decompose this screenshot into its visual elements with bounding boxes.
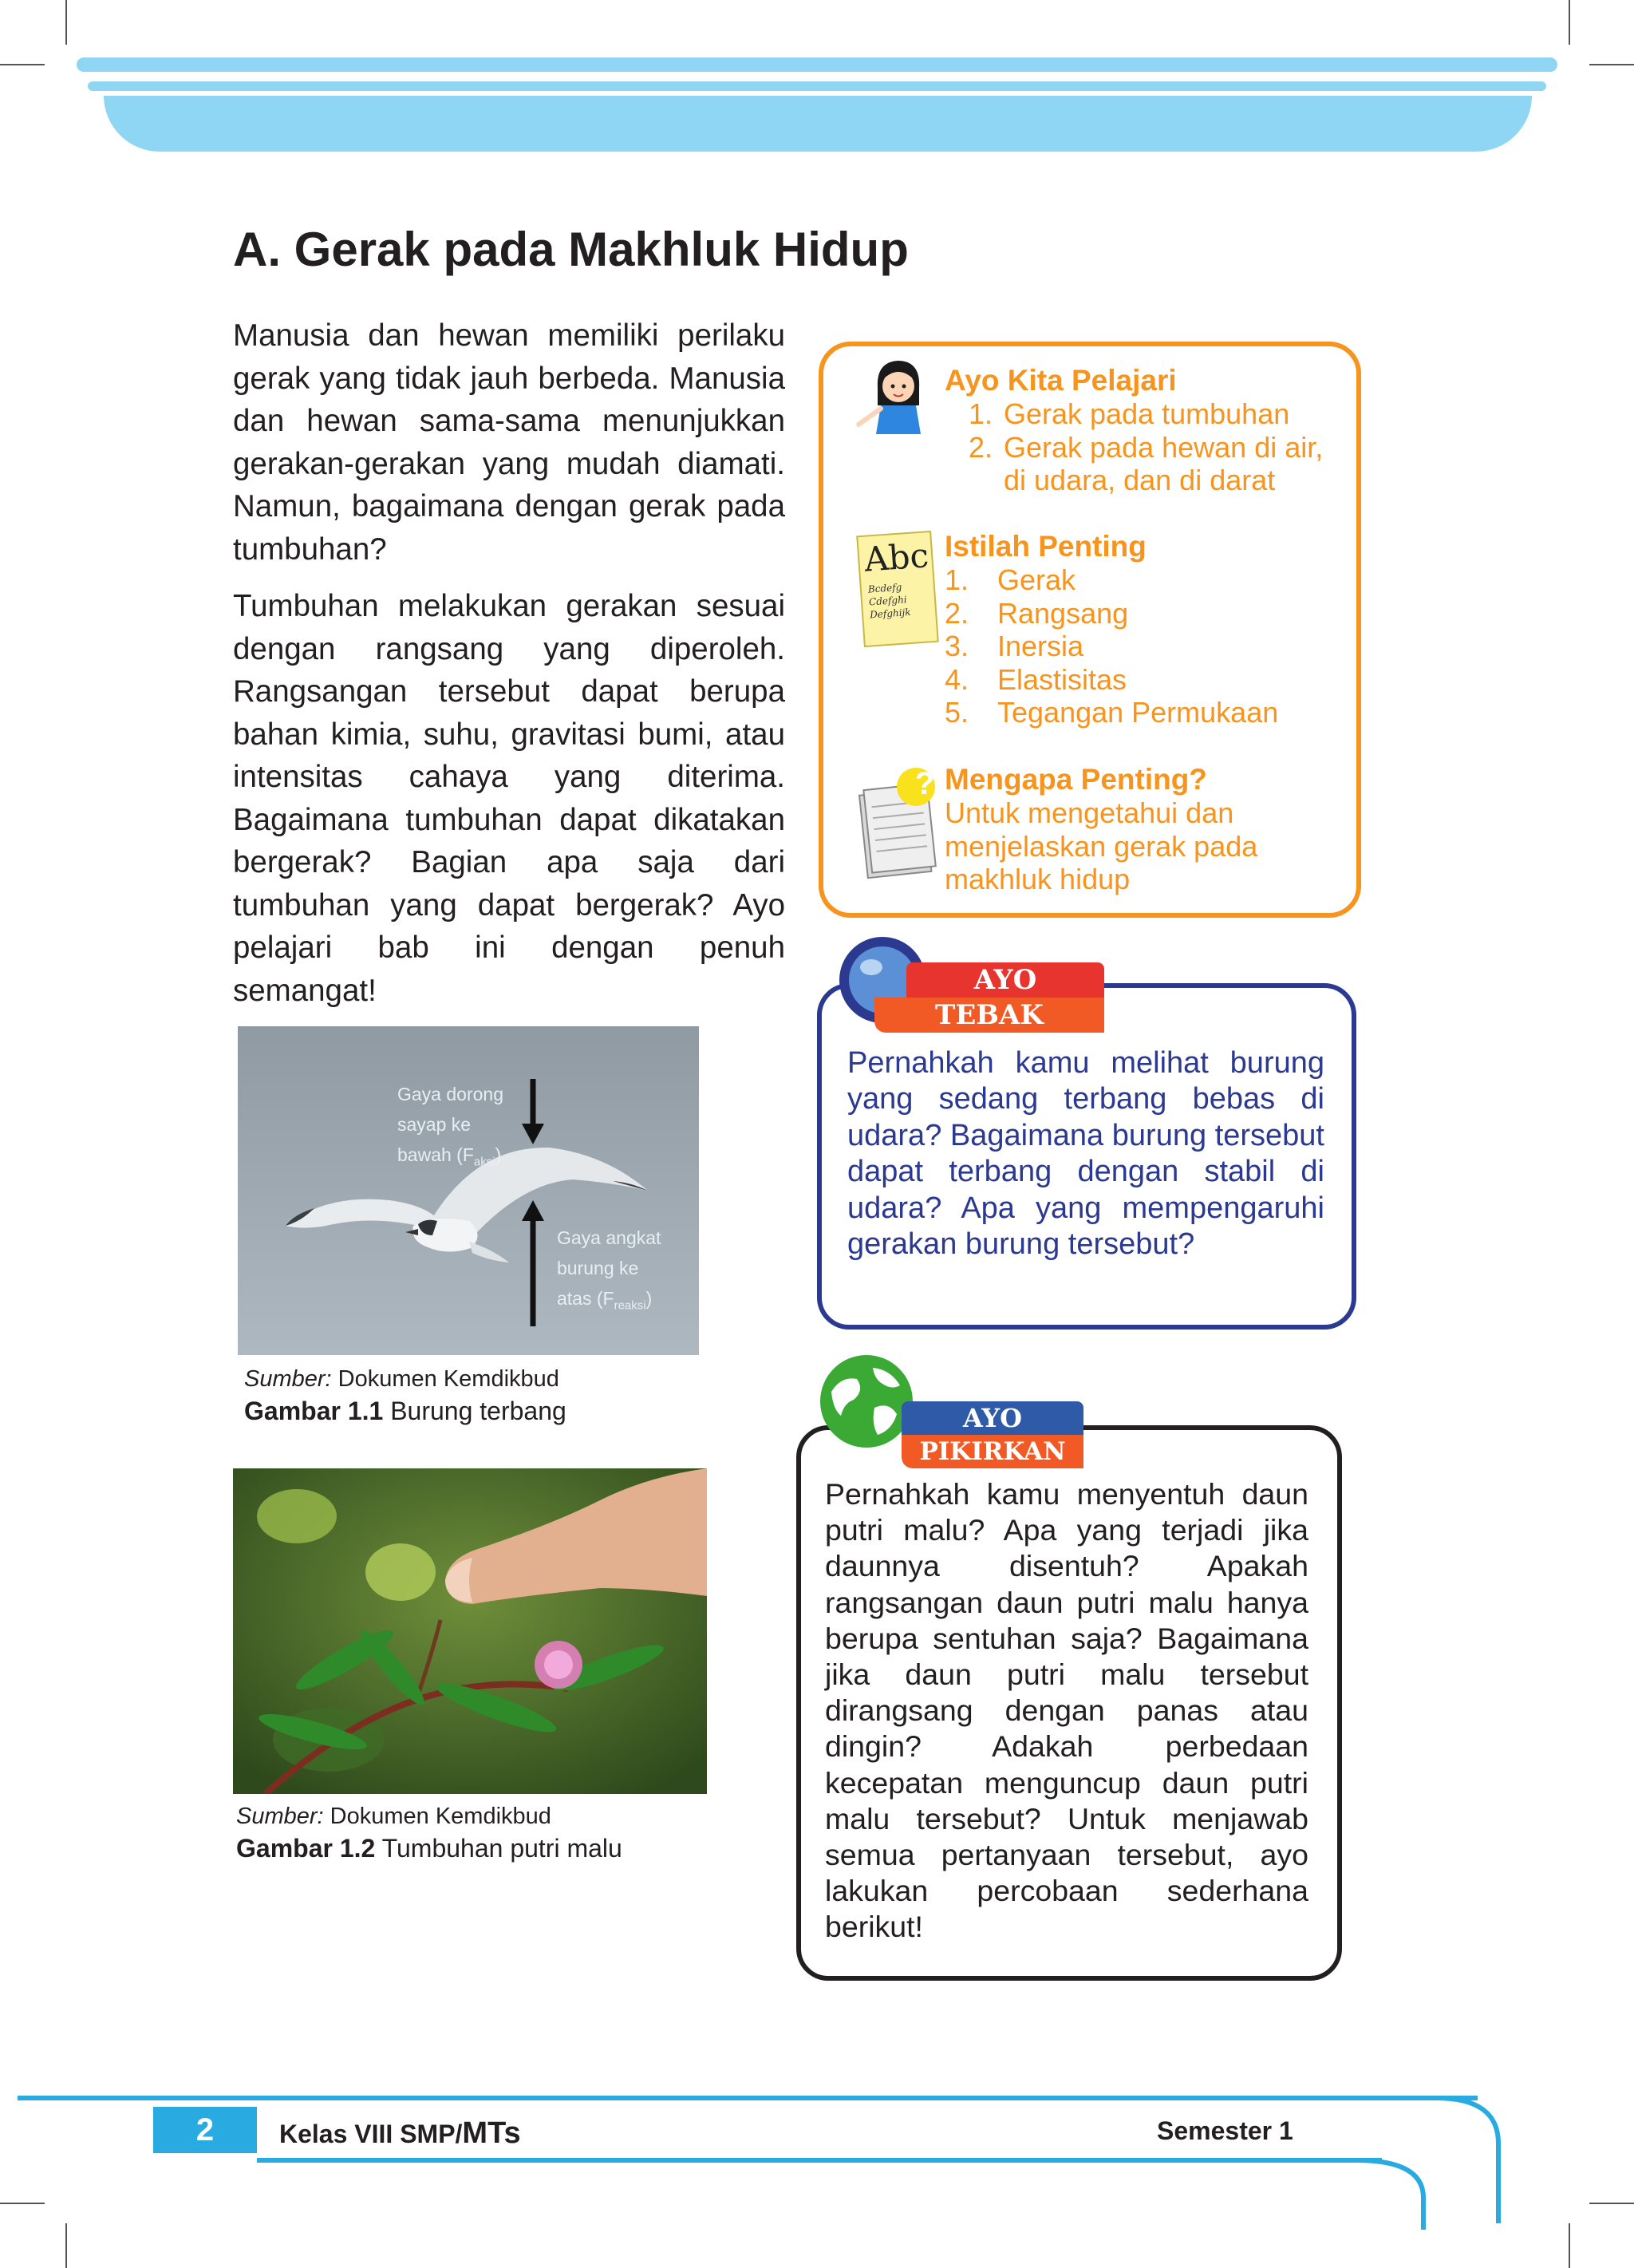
list-item bbox=[945, 696, 1344, 729]
list-number: 2. bbox=[945, 596, 969, 630]
figure-caption-text: Tumbuhan putri malu bbox=[375, 1834, 622, 1863]
crop-mark bbox=[1569, 0, 1570, 45]
figure-source bbox=[244, 1363, 566, 1395]
crop-mark bbox=[1589, 2203, 1634, 2204]
list-text: Gerak bbox=[997, 563, 1076, 596]
section-title: A. Gerak pada Makhluk Hidup bbox=[233, 223, 909, 276]
force-label-down bbox=[397, 1079, 503, 1178]
list-text: Gerak pada hewan di air, di udara, dan di darat bbox=[1004, 430, 1324, 496]
figure-source bbox=[236, 1800, 622, 1832]
list-text: Gerak pada tumbuhan bbox=[1004, 397, 1290, 430]
header-stripe bbox=[77, 57, 1557, 72]
header-band bbox=[104, 96, 1532, 152]
ayo-tebak-badge-top: AYO bbox=[906, 962, 1104, 998]
putri-malu-photo bbox=[233, 1468, 707, 1794]
label-subscript: reaksi bbox=[614, 1298, 646, 1313]
label-text: ) bbox=[645, 1288, 653, 1309]
crop-mark bbox=[65, 0, 67, 45]
label-text: atas (F bbox=[557, 1288, 614, 1309]
label-text: bawah (F bbox=[397, 1144, 474, 1165]
ayo-tebak-text: Pernahkah kamu melihat burung yang sedang terbang bebas di udara? Bagaimana burung tersebut dapat terbang dengan stabil di udara? Apa yang mempengaruhi gerakan burung tersebut? bbox=[847, 1046, 1324, 1262]
abc-line: Cdefghi bbox=[868, 594, 908, 608]
header-stripe bbox=[88, 81, 1546, 91]
figure-number: Gambar 1.1 bbox=[244, 1397, 384, 1425]
class-suffix: MTs bbox=[462, 2116, 521, 2150]
label-line bbox=[557, 1283, 661, 1322]
question-mark: ? bbox=[914, 766, 935, 801]
crop-mark bbox=[0, 2203, 45, 2204]
source-text: Dokumen Kemdikbud bbox=[323, 1804, 551, 1829]
label-line bbox=[397, 1140, 503, 1178]
intro-paragraph: Manusia dan hewan memiliki perilaku gerak yang tidak jauh berbeda. Manusia dan hewan sama-sama menunjukkan gerakan-gerakan yang mudah diamati. Namun, bagaimana dengan gerak pada tumbuhan? bbox=[233, 318, 785, 567]
figure-1-caption bbox=[244, 1363, 566, 1427]
ayo-pikirkan-text: Pernahkah kamu menyentuh daun putri malu? Apa yang terjadi jika daunnya disentuh? Apakah rangsangan daun putri malu hanya berupa sentuhan saja? Bagaimana jika daun putri malu tersebut dirangsang dengan panas atau dingin? Adakah perbedaan kecepatan menguncup daun putri malu tersebut? Untuk menjawab semua pertanyaan tersebut, ayo lakukan percobaan sederhana berikut! bbox=[825, 1477, 1308, 1944]
list-number: 2. bbox=[969, 430, 993, 464]
list-text: Inersia bbox=[997, 630, 1084, 662]
list-number: 5. bbox=[945, 696, 969, 729]
mengapa-penting-text: Untuk mengetahui dan menjelaskan gerak pada makhluk hidup bbox=[945, 796, 1258, 895]
abc-line: Defghijk bbox=[869, 606, 911, 621]
list-item bbox=[945, 663, 1344, 697]
figure-2-caption bbox=[236, 1800, 622, 1864]
list-item bbox=[945, 630, 1344, 663]
label-line: Gaya dorong bbox=[397, 1084, 503, 1104]
source-label: Sumber: bbox=[236, 1804, 324, 1829]
ayo-pikirkan-badge-top: AYO bbox=[902, 1401, 1083, 1435]
ayo-pikirkan-badge-bottom: PIKIRKAN bbox=[902, 1435, 1083, 1468]
abc-big-text: Abc bbox=[862, 535, 930, 579]
footer-line bbox=[257, 2158, 1382, 2163]
figure-number: Gambar 1.2 bbox=[236, 1834, 376, 1863]
footer-semester: Semester 1 bbox=[1157, 2116, 1293, 2145]
abc-line: Bcdefg bbox=[867, 581, 902, 595]
list-item bbox=[945, 563, 1344, 597]
label-text: ) bbox=[495, 1144, 502, 1165]
crop-mark bbox=[1589, 64, 1634, 65]
list-number: 4. bbox=[945, 662, 969, 696]
list-item bbox=[945, 597, 1344, 630]
ayo-tebak-badge-bottom: TEBAK bbox=[874, 998, 1104, 1033]
footer-class-label bbox=[279, 2116, 521, 2151]
abc-notebook-icon bbox=[856, 531, 939, 647]
istilah-penting-heading: Istilah Penting bbox=[945, 530, 1147, 563]
label-subscript: aksi bbox=[473, 1155, 495, 1169]
figure-title bbox=[244, 1395, 566, 1427]
label-line: sayap ke bbox=[397, 1114, 472, 1135]
list-number: 3. bbox=[945, 630, 969, 662]
footer-line bbox=[18, 2096, 1478, 2100]
class-prefix: Kelas VIII SMP/ bbox=[279, 2120, 463, 2148]
figure-title bbox=[236, 1832, 622, 1864]
ayo-kita-pelajari-heading: Ayo Kita Pelajari bbox=[945, 364, 1177, 397]
label-line: Gaya angkat bbox=[557, 1227, 661, 1248]
force-label-up bbox=[557, 1223, 661, 1322]
intro-paragraph: Tumbuhan melakukan gerakan sesuai dengan rangsang yang diperoleh. Rangsangan tersebut dapat berupa bahan kimia, suhu, gravitasi bumi, atau intensitas cahaya yang diterima. Bagaimana tumbuhan dapat dikatakan bergerak? Bagian apa saja dari tumbuhan yang dapat bergerak? Ayo pelajari bab ini dengan penuh semangat! bbox=[233, 589, 785, 1008]
list-item bbox=[969, 397, 1352, 431]
list-item bbox=[969, 431, 1352, 497]
crop-mark bbox=[0, 64, 45, 65]
list-text: Rangsang bbox=[997, 596, 1129, 630]
crop-mark bbox=[65, 2223, 67, 2268]
footer-curve bbox=[1356, 2158, 1436, 2230]
student-girl-icon bbox=[854, 356, 941, 436]
list-text: Elastisitas bbox=[997, 662, 1127, 696]
list-text: Tegangan Permukaan bbox=[997, 696, 1279, 729]
mengapa-penting-heading: Mengapa Penting? bbox=[945, 763, 1207, 796]
page-number: 2 bbox=[153, 2107, 257, 2153]
intro-text bbox=[233, 314, 785, 1026]
figure-caption-text: Burung terbang bbox=[383, 1397, 566, 1425]
footer-curve bbox=[1436, 2096, 1516, 2223]
source-text: Dokumen Kemdikbud bbox=[331, 1366, 559, 1392]
list-number: 1. bbox=[945, 563, 969, 596]
list-number: 1. bbox=[969, 397, 993, 430]
istilah-penting-list bbox=[945, 563, 1344, 729]
crop-mark bbox=[1569, 2223, 1570, 2268]
ayo-kita-pelajari-list bbox=[969, 397, 1352, 497]
label-line: burung ke bbox=[557, 1258, 639, 1278]
source-label: Sumber: bbox=[244, 1366, 332, 1392]
